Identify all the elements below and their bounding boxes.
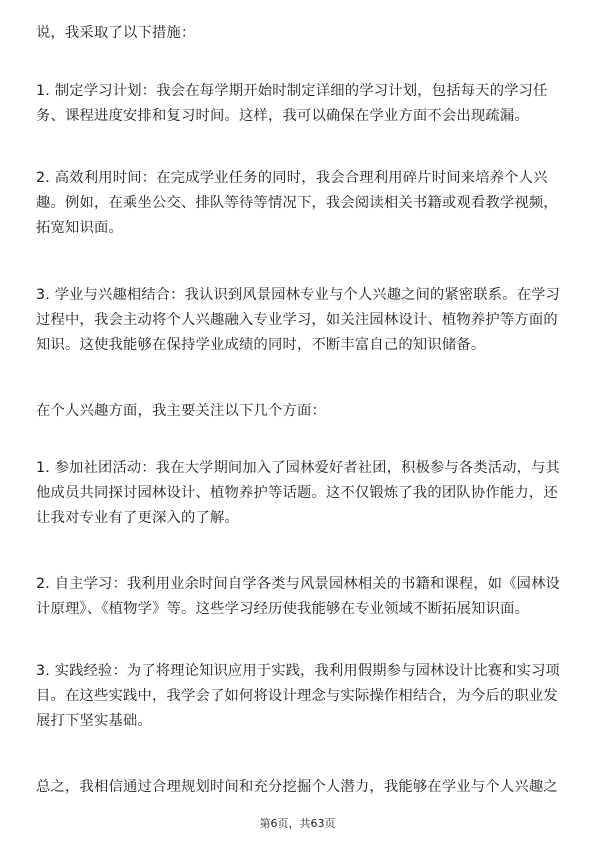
text-line: 2. 自主学习：我利用业余时间自学各类与风景园林相关的书籍和课程，如《园林设 xyxy=(36,576,560,592)
text-line: 展打下坚实基础。 xyxy=(36,713,152,729)
text-line: 目。在这些实践中，我学会了如何将设计理念与实际操作相结合，为今后的职业发 xyxy=(36,688,558,704)
text-line: 务、课程进度安排和复习时间。这样，我可以确保在学业方面不会出现疏漏。 xyxy=(36,108,529,124)
page-footer: 第6页，共63页 xyxy=(259,817,336,830)
text-line: 在个人兴趣方面，我主要关注以下几个方面： xyxy=(36,403,326,419)
text-line: 过程中，我会主动将个人兴趣融入专业学习，如关注园林设计、植物养护等方面的 xyxy=(36,312,558,328)
text-line: 说，我采取了以下措施： xyxy=(36,25,196,41)
text-line: 他成员共同探讨园林设计、植物养护等话题。这不仅锻炼了我的团队协作能力，还 xyxy=(36,485,558,501)
text-line: 1. 制定学习计划：我会在每学期开始时制定详细的学习计划，包括每天的学习任 xyxy=(36,83,548,99)
paragraph-time-use xyxy=(36,166,566,241)
text-line: 3. 实践经验：为了将理论知识应用于实践，我利用假期参与园林设计比赛和实习项 xyxy=(36,663,560,679)
paragraph-practice xyxy=(36,659,566,734)
text-line: 1. 参加社团活动：我在大学期间加入了园林爱好者社团，积极参与各类活动，与其 xyxy=(36,460,560,476)
text-line: 3. 学业与兴趣相结合：我认识到风景园林专业与个人兴趣之间的紧密联系。在学习 xyxy=(36,287,560,303)
paragraph-conclusion xyxy=(36,775,566,800)
paragraph-intro xyxy=(36,21,566,46)
text-line: 2. 高效利用时间：在完成学业任务的同时，我会合理利用碎片时间来培养个人兴 xyxy=(36,170,548,186)
text-line: 计原理》、《植物学》等。这些学习经历使我能够在专业领域不断拓展知识面。 xyxy=(36,601,530,617)
text-line: 拓宽知识面。 xyxy=(36,220,123,236)
text-line: 让我对专业有了更深入的了解。 xyxy=(36,510,239,526)
paragraph-club xyxy=(36,456,566,531)
text-line: 趣。例如，在乘坐公交、排队等待等情况下，我会阅读相关书籍或观看教学视频， xyxy=(36,195,558,211)
paragraph-study-interest xyxy=(36,283,566,358)
paragraph-study-plan xyxy=(36,79,566,129)
paragraph-interest-intro xyxy=(36,399,566,424)
text-line: 总之，我相信通过合理规划时间和充分挖掘个人潜力，我能够在学业与个人兴趣之 xyxy=(36,779,558,795)
text-line: 知识。这使我能够在保持学业成绩的同时，不断丰富自己的知识储备。 xyxy=(36,337,486,353)
paragraph-self-study xyxy=(36,572,566,622)
